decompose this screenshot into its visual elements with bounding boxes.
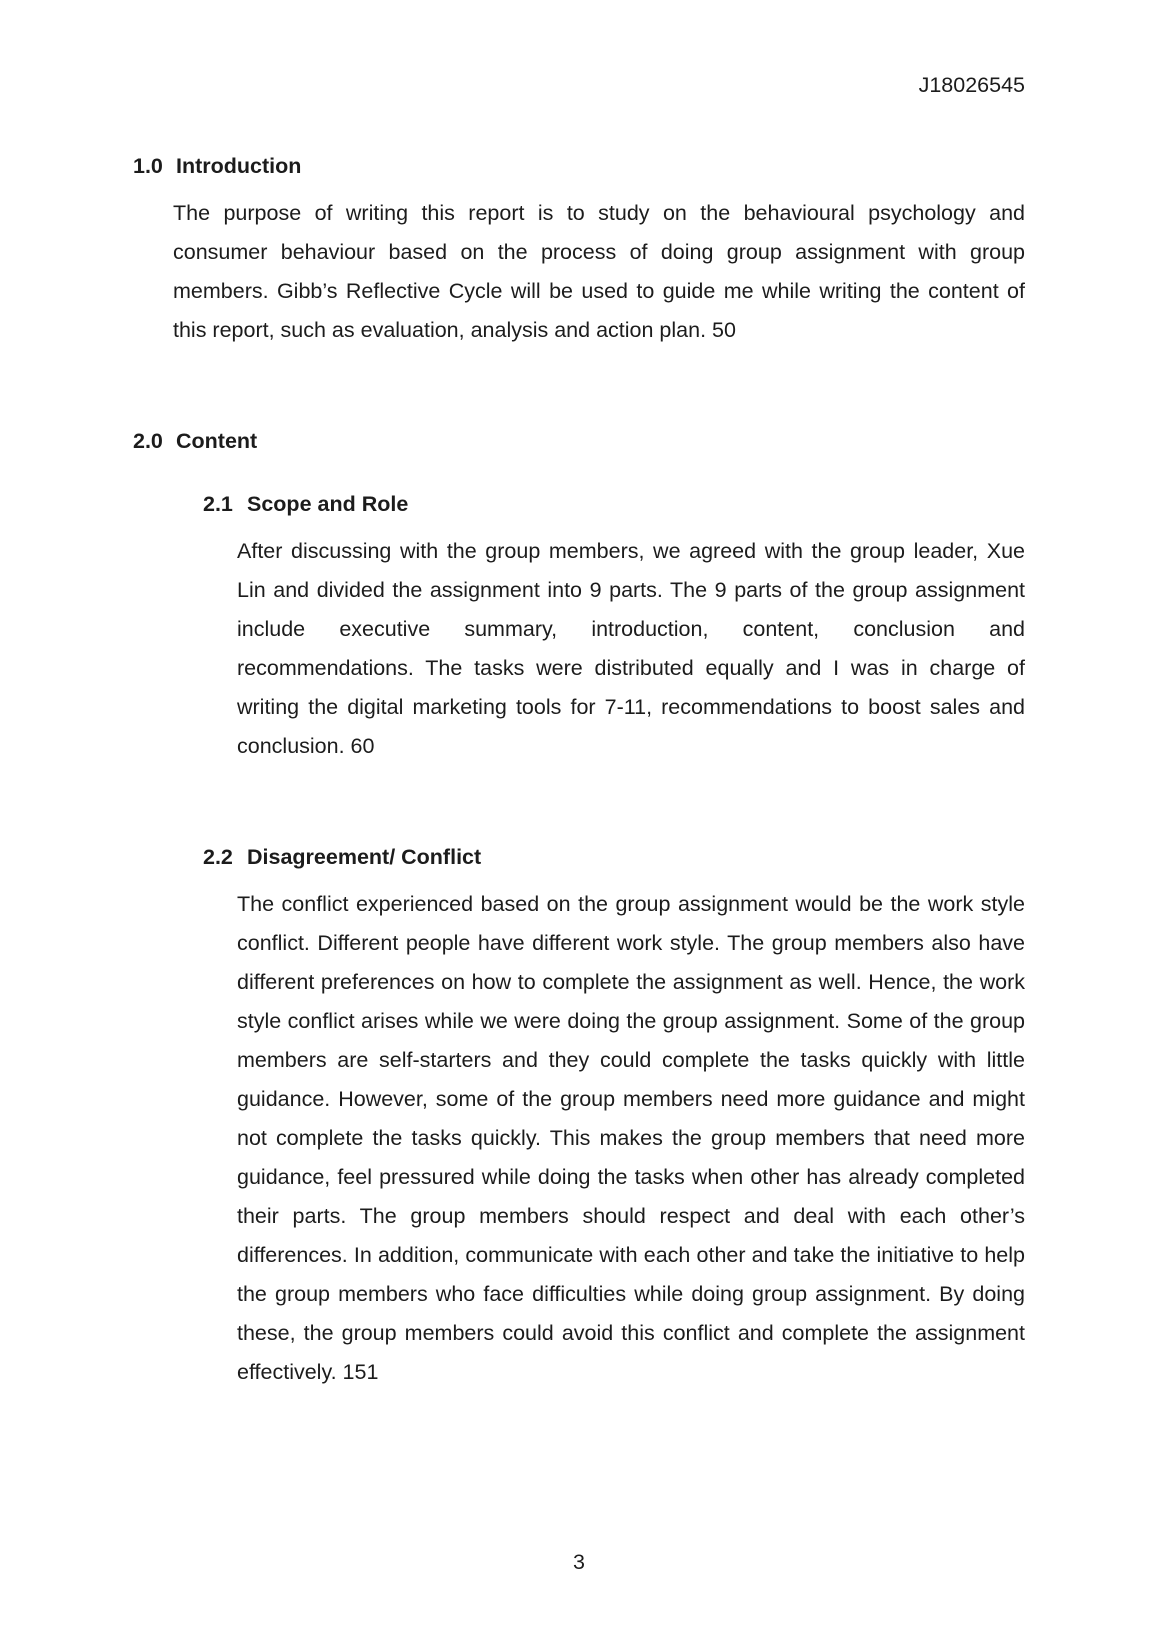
section-heading-introduction — [133, 147, 1025, 186]
section-heading-content — [133, 422, 1025, 461]
subsection-title: Disagreement/ Conflict — [247, 845, 482, 869]
subsection-number: 2.1 — [203, 492, 233, 516]
section-introduction — [133, 147, 1025, 350]
subsection-number: 2.2 — [203, 845, 233, 869]
student-id: J18026545 — [918, 73, 1025, 97]
subsection-disagreement-conflict — [133, 838, 1025, 1392]
subsection-title: Scope and Role — [247, 492, 409, 516]
page-footer — [0, 1543, 1158, 1582]
section-title: Introduction — [176, 154, 302, 178]
subsection-heading-scope-and-role — [203, 485, 1025, 524]
page-number: 3 — [573, 1550, 585, 1574]
section-number: 2.0 — [133, 429, 163, 453]
page-header — [133, 66, 1025, 105]
section-number: 1.0 — [133, 154, 163, 178]
subsection-heading-disagreement-conflict — [203, 838, 1025, 877]
disagreement-conflict-paragraph: The conflict experienced based on the group assignment would be the work style conflict. Different people have different work style. The group members also have different preferences on how to complete the assignment as well. Hence, the work style conflict arises while we were doing the group assignment. Some of the group members are self-starters and they could complete the tasks quickly with little guidance. However, some of the group members need more guidance and might not complete the tasks quickly. This makes the group members that need more guidance, feel pressured while doing the tasks when other has already completed their parts. The group members should respect and deal with each other’s differences. In addition, communicate with each other and take the initiative to help the group members who face difficulties while doing group assignment. By doing these, the group members could avoid this conflict and complete the assignment effectively. 151 — [237, 892, 1025, 1384]
introduction-paragraph: The purpose of writing this report is to study on the behavioural psychology and consumer behaviour based on the process of doing group assignment with group members. Gibb’s Reflective Cycle will be used to guide me while writing the content of this report, such as evaluation, analysis and action plan. 50 — [173, 201, 1025, 342]
scope-and-role-paragraph: After discussing with the group members, we agreed with the group leader, Xue Lin and divided the assignment into 9 parts. The 9 parts of the group assignment include executive summary, introduction, content, conclusion and recommendations. The tasks were distributed equally and I was in charge of writing the digital marketing tools for 7-11, recommendations to boost sales and conclusion. 60 — [237, 539, 1025, 758]
subsection-scope-and-role — [133, 485, 1025, 766]
section-title: Content — [176, 429, 258, 453]
section-content — [133, 422, 1025, 1392]
